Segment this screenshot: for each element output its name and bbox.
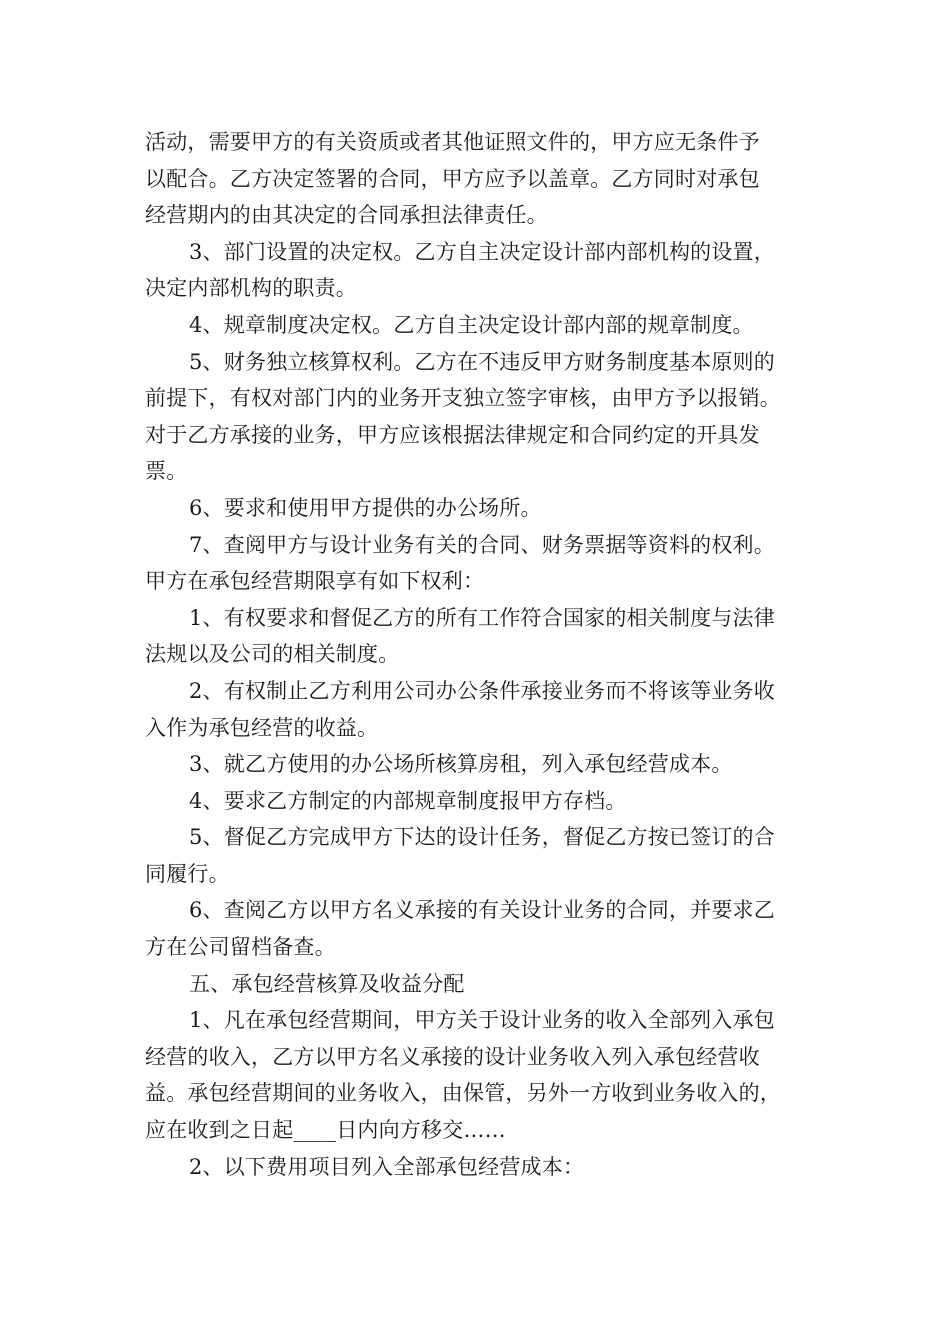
text-line: 前提下，有权对部门内的业务开支独立签字审核，由甲方予以报销。 — [145, 386, 781, 411]
text-line: 益。承包经营期间的业务收入，由保管，另外一方收到业务收入的， — [145, 1081, 781, 1106]
text-line: 同履行。 — [145, 861, 230, 886]
text-line: 入作为承包经营的收益。 — [145, 715, 379, 740]
text-line: 经营的收入，乙方以甲方名义承接的设计业务收入列入承包经营收 — [145, 1044, 760, 1069]
document-body — [145, 124, 815, 1185]
text-line: 活动，需要甲方的有关资质或者其他证照文件的，甲方应无条件予 — [145, 130, 760, 154]
text-line: 6、要求和使用甲方提供的办公场所。 — [189, 495, 542, 520]
text-line: 4、规章制度决定权。乙方自主决定设计部内部的规章制度。 — [189, 312, 754, 337]
text-line: 票。 — [145, 459, 188, 484]
text-line: 方在公司留档备查。 — [145, 935, 336, 960]
text-line: 5、财务独立核算权利。乙方在不违反甲方财务制度基本原则的 — [189, 349, 775, 374]
text-line: 7、查阅甲方与设计业务有关的合同、财务票据等资料的权利。 — [189, 532, 775, 557]
text-line: 3、就乙方使用的办公场所核算房租，列入承包经营成本。 — [189, 752, 733, 777]
text-line: 2、有权制止乙方利用公司办公条件承接业务而不将该等业务收 — [189, 678, 775, 703]
text-line: 1、有权要求和督促乙方的所有工作符合国家的相关制度与法律 — [189, 605, 775, 630]
text-line: 法规以及公司的相关制度。 — [145, 642, 400, 667]
text-line: 经营期内的由其决定的合同承担法律责任。 — [145, 203, 548, 228]
text-line: 5、督促乙方完成甲方下达的设计任务，督促乙方按已签订的合 — [189, 825, 775, 850]
text-line: 1、凡在承包经营期间，甲方关于设计业务的收入全部列入承包 — [189, 1008, 775, 1033]
text-line: 3、部门设置的决定权。乙方自主决定设计部内部机构的设置， — [189, 239, 775, 264]
section-heading: 五、承包经营核算及收益分配 — [189, 971, 465, 996]
text-line: 4、要求乙方制定的内部规章制度报甲方存档。 — [189, 788, 627, 813]
text-line: 以配合。乙方决定签署的合同，甲方应予以盖章。乙方同时对承包 — [145, 166, 760, 191]
text-line: 2、以下费用项目列入全部承包经营成本： — [189, 1154, 585, 1179]
text-line: 决定内部机构的职责。 — [145, 276, 357, 301]
text-line: 应在收到之日起____日内向方移交…… — [145, 1118, 506, 1143]
text-line: 6、查阅乙方以甲方名义承接的有关设计业务的合同，并要求乙 — [189, 898, 775, 923]
text-line: 甲方在承包经营期限享有如下权利： — [145, 569, 485, 594]
text-line: 对于乙方承接的业务，甲方应该根据法律规定和合同约定的开具发 — [145, 422, 760, 447]
